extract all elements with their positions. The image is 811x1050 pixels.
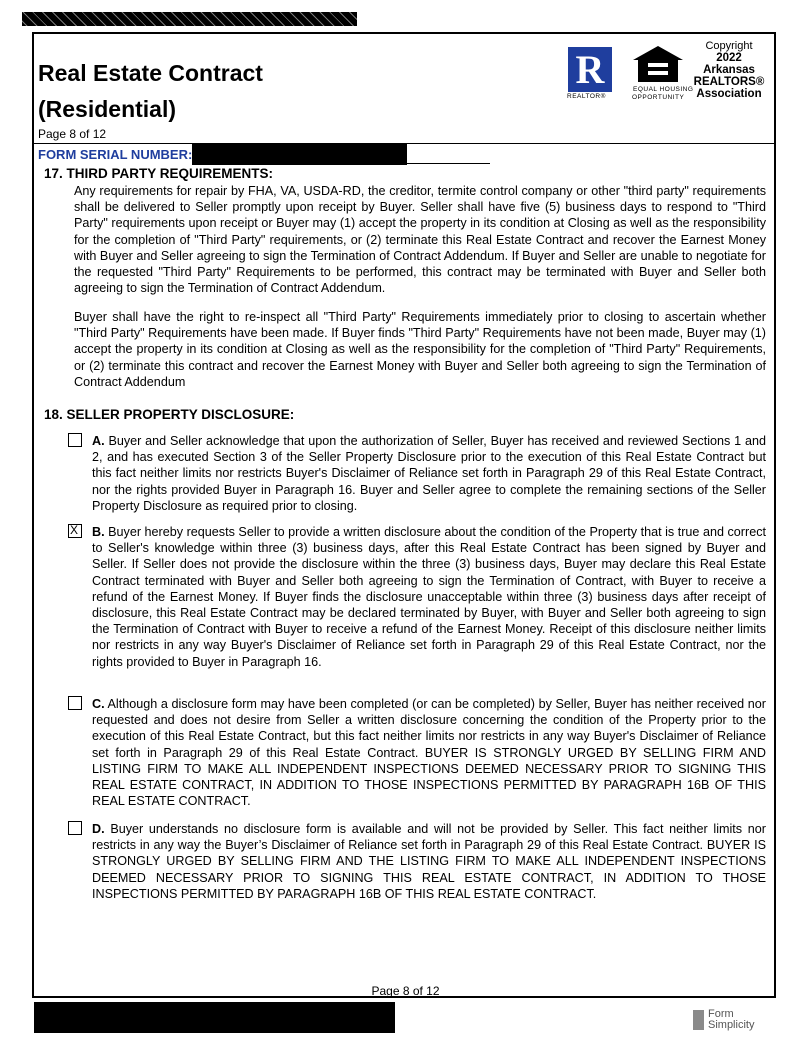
section-17-paragraph-1: Any requirements for repair by FHA, VA, USDA-RD, the creditor, termite control company or other "third party" requirements shall be delivered to Seller promptly upon receipt by Buyer. Seller shall have five (5) business days to respond to "Third Party" requirements upon receipt or Buyer may (1) accept the property in its condition at Closing as well as the responsibility for the completion of "Third Party" requirements, or (2) terminate this Real Estate Contract and recover the Earnest Money with Buyer and Seller agreeing to sign the Termination of Contract Addendum. If Buyer and Seller are unable to negotiate for the requested "Third Party" Requirements to be performed, this contract may be terminated with Buyer and Seller both agreeing to sign the Termination of Contract Addendum. — [74, 184, 766, 296]
option-a-item — [92, 433, 766, 514]
section-17-heading: 17. THIRD PARTY REQUIREMENTS: — [44, 166, 274, 181]
realtor-caption: REALTOR® — [567, 93, 606, 100]
page-title-line2: (Residential) — [38, 96, 177, 122]
option-a-checkbox[interactable] — [68, 433, 82, 447]
copyright-year: 2022 — [716, 52, 742, 64]
section-18-heading: 18. SELLER PROPERTY DISCLOSURE: — [44, 407, 295, 422]
option-d-item — [92, 821, 766, 902]
option-b-letter: B. — [92, 525, 105, 539]
copyright-org-1: Arkansas — [703, 64, 755, 76]
redaction-bar-top — [22, 12, 357, 26]
eho-caption-1: EQUAL HOUSING — [633, 86, 694, 93]
eho-caption-2: OPPORTUNITY — [632, 94, 685, 101]
serial-redaction — [192, 144, 407, 165]
option-c-letter: C. — [92, 697, 105, 711]
form-serial-label: FORM SERIAL NUMBER: — [38, 147, 193, 162]
redaction-bar-bottom — [34, 1002, 395, 1033]
option-b-text: Buyer hereby requests Seller to provide a written disclosure about the condition of the Property that is true and correct to Seller's knowledge within three (3) business days, after this Real Estate Contract has been signed by Buyer and Seller. If Seller does not provide the disclosure within the three (3) business days, Buyer may declare this Real Estate Contract terminated with Buyer and Seller both agreeing to sign the Termination of Contract, with Buyer to receive a refund of the Earnest Money. If Buyer finds the disclosure unacceptable within three (3) business days after receipt of disclosure, this Real Estate Contract may be declared terminated by Buyer, with Buyer and Seller both agreeing to sign the Termination of Contract with Buyer to receive a refund of the Earnest Money. Receipt of this disclosure neither limits nor restricts in any way Buyer's Disclaimer of Reliance set forth in Paragraph 29 of this Real Estate Contract, nor the rights provided to Buyer in Paragraph 16. — [92, 525, 766, 669]
realtor-logo: R — [568, 47, 612, 92]
option-d-letter: D. — [92, 822, 105, 836]
option-d-checkbox[interactable] — [68, 821, 82, 835]
brand-line-2: Simplicity — [708, 1019, 755, 1031]
section-17-paragraph-2: Buyer shall have the right to re-inspect all "Third Party" Requirements immediately prior to closing to ascertain whether "Third Party" Requirements have been made. If Buyer finds "Third Party" Requirements have not been made, Buyer may (1) accept the property in its condition at Closing as well as the responsibility for the completion of "Third Party" Requirements, or (2) terminate this contract and recover the Earnest Money with Buyer and Seller both agreeing to sign the Termination of Contract Addendum — [74, 310, 766, 389]
serial-underline — [407, 163, 490, 164]
copyright-org-3: Association — [696, 88, 762, 100]
page-title-line1: Real Estate Contract — [38, 60, 263, 86]
option-b-checkbox[interactable]: X — [68, 524, 82, 538]
option-c-text: Although a disclosure form may have been completed (or can be completed) by Seller, Buyer has neither received nor requested and does not desire from Seller a written disclosure concerning the condition of the Property prior to the execution of this Real Estate Contract, but this fact neither limits nor restricts in any way Buyer's Disclaimer of Reliance set forth in Paragraph 29 of this Real Estate Contract. BUYER IS STRONGLY URGED BY SELLING FIRM AND LISTING FIRM TO MAKE ALL INDEPENDENT INSPECTIONS DEEMED NECESSARY PRIOR TO SIGNING THIS REAL ESTATE CONTRACT, IN ADDITION TO THOSE INSPECTIONS PERMITTED BY PARAGRAPH 16B OF THIS REAL ESTATE CONTRACT. — [92, 697, 766, 809]
document-icon — [693, 1010, 704, 1030]
option-a-letter: A. — [92, 434, 105, 448]
equal-housing-icon — [630, 44, 686, 89]
brand-line-1: Form — [708, 1008, 734, 1020]
copyright-label: Copyright — [705, 40, 753, 52]
copyright-block — [693, 40, 765, 100]
option-b-item — [92, 524, 766, 670]
page-number-footer: Page 8 of 12 — [371, 984, 440, 998]
option-a-text: Buyer and Seller acknowledge that upon the authorization of Seller, Buyer has received and reviewed Sections 1 and 2, and has executed Section 3 of the Seller Property Disclosure prior to the execution of this Real Estate Contract but this fact neither limits nor restricts Buyer's Disclaimer of Reliance set forth in Paragraph 29 of this Real Estate Contract, nor the rights provided Buyer in Paragraph 16. Buyer and Seller agree to complete the remaining sections of the Seller Property Disclosure as required prior to closing. — [92, 434, 766, 513]
copyright-org-2: REALTORS® — [693, 76, 765, 88]
option-c-item — [92, 696, 766, 809]
page-number-top: Page 8 of 12 — [38, 127, 107, 141]
option-c-checkbox[interactable] — [68, 696, 82, 710]
option-d-text: Buyer understands no disclosure form is available and will not be provided by Seller. This fact neither limits nor restricts in any way the Buyer’s Disclaimer of Reliance set forth in Paragraph 29 of this Real Estate Contract. BUYER IS STRONGLY URGED BY SELLING FIRM AND THE LISTING FIRM TO MAKE ALL INDEPENDENT INSPECTIONS DEEMED NECESSARY PRIOR TO SIGNING THIS REAL ESTATE CONTRACT, IN ADDITION TO THOSE INSPECTIONS PERMITTED BY PARAGRAPH 16B OF THIS REAL ESTATE CONTRACT. — [92, 822, 766, 901]
